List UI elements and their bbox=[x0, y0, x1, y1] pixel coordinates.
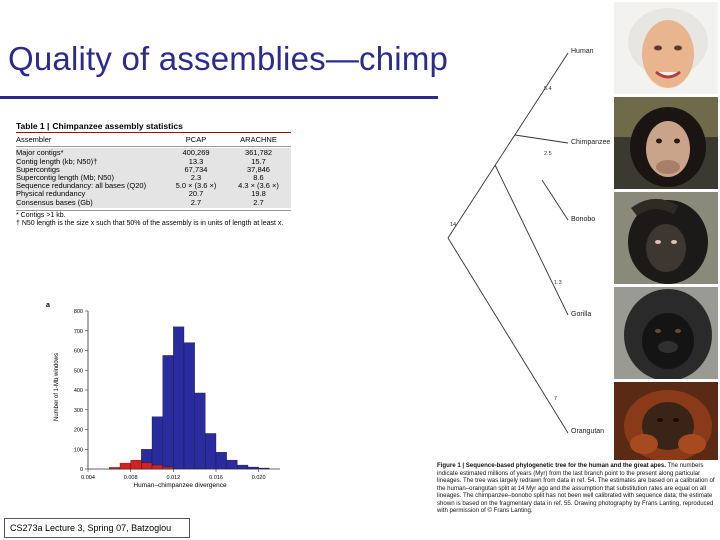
histogram-bar-red bbox=[163, 467, 174, 469]
human-photo bbox=[614, 2, 718, 94]
y-tick-label: 800 bbox=[73, 309, 83, 315]
table-row: Supercontig length (Mb; N50) 2.3 8.6 bbox=[16, 173, 264, 183]
histogram-bar-blue bbox=[152, 417, 163, 469]
histogram-bar-blue bbox=[227, 460, 238, 469]
table-row: Supercontigs 67,734 37,846 bbox=[16, 164, 270, 174]
node-age-label: 7 bbox=[554, 396, 558, 402]
taxon-label: Bonobo bbox=[571, 216, 596, 223]
table-row: Contig length (kb; N50)† 13.3 15.7 bbox=[16, 156, 266, 166]
histogram-bar-red bbox=[141, 463, 152, 469]
bonobo-photo bbox=[614, 192, 718, 284]
table-header-assembler: Assembler bbox=[16, 135, 52, 145]
histogram-bar-red bbox=[109, 467, 120, 469]
histogram-bar-blue bbox=[184, 343, 195, 469]
taxon-label: Gorilla bbox=[571, 311, 592, 318]
x-axis-label: Human–chimpanzee divergence bbox=[133, 482, 227, 489]
table-footnotes bbox=[16, 210, 291, 228]
x-tick-label: 0.012 bbox=[166, 475, 181, 481]
title-underline bbox=[0, 96, 438, 99]
histogram-bar-blue bbox=[195, 393, 206, 469]
node-age-label: 1.3 bbox=[554, 280, 562, 286]
y-axis-label: Number of 1-Mb windows bbox=[54, 352, 60, 422]
histogram-bar-blue bbox=[248, 467, 259, 469]
footnote: * Contigs >1 kb. bbox=[16, 211, 66, 219]
y-tick-label: 500 bbox=[73, 368, 83, 375]
table-header-pcap: PCAP bbox=[185, 135, 207, 145]
histogram-bar-red bbox=[131, 460, 142, 469]
x-tick-label: 0.004 bbox=[81, 475, 95, 481]
histogram-bar-red bbox=[120, 463, 131, 469]
phylogenetic-tree bbox=[440, 40, 612, 460]
x-tick-label: 0.008 bbox=[123, 475, 138, 481]
footnote: † N50 length is the size x such that 50% of the assembly is in units of length at least x. bbox=[16, 219, 284, 227]
x-tick-label: 0.020 bbox=[251, 475, 266, 481]
x-tick-label: 0.016 bbox=[209, 475, 223, 481]
histogram-bar-blue bbox=[216, 452, 227, 469]
y-tick-label: 400 bbox=[73, 388, 83, 394]
node-age-label: 14 bbox=[450, 222, 457, 228]
table-header-arachne: ARACHNE bbox=[240, 135, 277, 145]
table-row: Sequence redundancy: all bases (Q20) 5.0 × (3.6 ×) 4.3 × (3.6 ×) bbox=[16, 181, 279, 191]
node-age-label: 5.4 bbox=[544, 86, 552, 92]
taxon-label: Orangutan bbox=[571, 428, 605, 435]
caption-lead: Figure 1 | Sequence-based phylogenetic tree for the human and the great apes. bbox=[437, 462, 666, 469]
histogram-bar-blue bbox=[205, 433, 216, 469]
node-age-label: 2.5 bbox=[544, 151, 552, 157]
y-tick-label: 200 bbox=[73, 427, 83, 434]
table-title: Table 1 | Chimpanzee assembly statistics bbox=[16, 122, 291, 133]
gorilla-photo bbox=[614, 287, 718, 379]
chimpanzee-photo bbox=[614, 97, 718, 189]
divergence-histogram bbox=[40, 297, 290, 492]
y-tick-label: 300 bbox=[73, 407, 83, 414]
figure-caption bbox=[437, 462, 720, 515]
table-body bbox=[16, 148, 291, 207]
histogram-bar-red bbox=[152, 465, 163, 469]
assembly-stats-table bbox=[16, 122, 291, 227]
caption-text: The numbers indicate estimated millions of years (Myr) from the last branch point to the present along particular lineages. The tree was largely redrawn from data in ref. 54. The estimates are based on a calibration of the human–orangutan split at 14 Myr ago and the assumption that substitution rates are equal on all lineages. The chimpanzee–bonobo split has not been well calibrated with sequence data; the estimate shown is based on the fragmentary data in ref. 55. Drawing photography by Frans Lanting, reproduced with permission of bbox=[437, 462, 715, 514]
histogram-bar-blue bbox=[173, 327, 184, 469]
y-tick-label: 100 bbox=[73, 447, 83, 454]
orangutan-photo bbox=[614, 382, 718, 460]
table-row: Physical redundancy 20.7 19.8 bbox=[16, 189, 266, 199]
taxon-label: Chimpanzee bbox=[571, 139, 611, 146]
slide-title: Quality of assemblies—chimp bbox=[8, 40, 449, 77]
y-tick-label: 700 bbox=[73, 328, 83, 335]
caption-copyright: © Frans Lanting. bbox=[487, 507, 533, 514]
histogram-bar-blue bbox=[259, 468, 270, 469]
taxon-label: Human bbox=[571, 48, 594, 55]
table-row: Major contigs* 400,269 361,782 bbox=[16, 148, 273, 158]
y-tick-label: 600 bbox=[73, 348, 83, 355]
table-row: Consensus bases (Gb) 2.7 2.7 bbox=[16, 197, 264, 207]
y-tick-label: 0 bbox=[79, 467, 83, 473]
histogram-bar-blue bbox=[237, 465, 248, 469]
tree-branches bbox=[440, 40, 612, 460]
table-header-row bbox=[16, 136, 291, 147]
panel-label: a bbox=[46, 302, 50, 309]
slide-footer: CS273a Lecture 3, Spring 07, Batzoglou bbox=[4, 518, 190, 538]
histogram-bar-blue bbox=[163, 355, 174, 469]
